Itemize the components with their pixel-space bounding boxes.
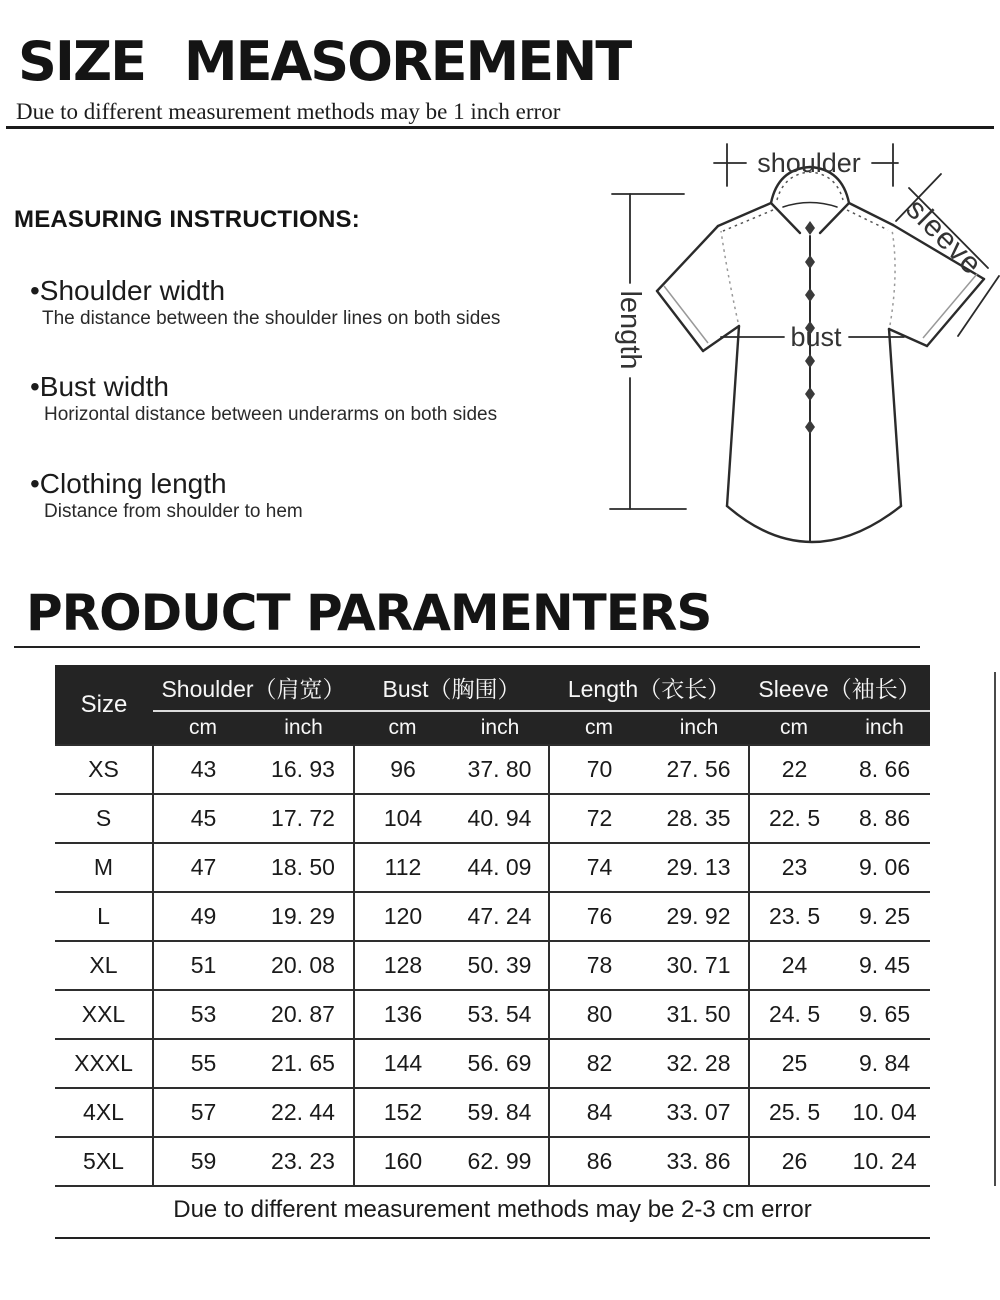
table-cell: 33. 07 (649, 1088, 749, 1137)
instruction-desc-length: Distance from shoulder to hem (44, 501, 303, 522)
size-cell: 5XL (55, 1137, 153, 1186)
unit-header: cm (153, 711, 253, 745)
label-length: length (614, 290, 646, 370)
size-cell: S (55, 794, 153, 843)
table-cell: 26 (749, 1137, 839, 1186)
table-cell: 40. 94 (451, 794, 549, 843)
table-cell: 49 (153, 892, 253, 941)
table-row (55, 990, 930, 1039)
table-cell: 86 (549, 1137, 649, 1186)
table-cell: 76 (549, 892, 649, 941)
table-cell: 23. 23 (253, 1137, 354, 1186)
page-title: SIZE MEASOREMENT (18, 30, 631, 93)
table-cell: 32. 28 (649, 1039, 749, 1088)
table-cell: 82 (549, 1039, 649, 1088)
table-cell: 16. 93 (253, 745, 354, 794)
table-cell: 30. 71 (649, 941, 749, 990)
page-subtitle: Due to different measurement methods may be 1 inch error (16, 99, 561, 124)
table-cell: 50. 39 (451, 941, 549, 990)
table-cell: 29. 13 (649, 843, 749, 892)
table-cell: 19. 29 (253, 892, 354, 941)
table-cell: 33. 86 (649, 1137, 749, 1186)
size-cell: XS (55, 745, 153, 794)
header-divider (6, 126, 994, 129)
label-shoulder: shoulder (757, 148, 861, 178)
table-cell: 9. 84 (839, 1039, 930, 1088)
table-cell: 18. 50 (253, 843, 354, 892)
table-cell: 51 (153, 941, 253, 990)
table-cell: 53. 54 (451, 990, 549, 1039)
size-cell: M (55, 843, 153, 892)
table-group-header-row (55, 665, 930, 711)
table-cell: 20. 08 (253, 941, 354, 990)
table-cell: 160 (354, 1137, 451, 1186)
product-parameters-heading: PRODUCT PARAMENTERS (26, 584, 712, 642)
table-cell: 25. 5 (749, 1088, 839, 1137)
table-cell: 8. 86 (839, 794, 930, 843)
table-cell: 84 (549, 1088, 649, 1137)
instruction-term-bust: •Bust width (30, 371, 169, 402)
bottom-divider (55, 1237, 930, 1239)
label-sleeve: sleeve (899, 192, 989, 282)
table-cell: 144 (354, 1039, 451, 1088)
table-cell: 23. 5 (749, 892, 839, 941)
instruction-desc-bust: Horizontal distance between underarms on both sides (44, 404, 498, 425)
table-cell: 70 (549, 745, 649, 794)
table-cell: 22. 44 (253, 1088, 354, 1137)
unit-header: inch (253, 711, 354, 745)
column-header-sleeve: Sleeve（袖长） (749, 665, 930, 711)
table-cell: 128 (354, 941, 451, 990)
column-header-bust: Bust（胸围） (354, 665, 549, 711)
table-cell: 8. 66 (839, 745, 930, 794)
table-cell: 44. 09 (451, 843, 549, 892)
table-cell: 24. 5 (749, 990, 839, 1039)
size-cell: XL (55, 941, 153, 990)
table-cell: 47. 24 (451, 892, 549, 941)
table-cell: 37. 80 (451, 745, 549, 794)
table-cell: 55 (153, 1039, 253, 1088)
table-cell: 104 (354, 794, 451, 843)
table-cell: 59 (153, 1137, 253, 1186)
size-cell: XXL (55, 990, 153, 1039)
column-header-shoulder: Shoulder（肩宽） (153, 665, 354, 711)
table-cell: 78 (549, 941, 649, 990)
table-cell: 120 (354, 892, 451, 941)
table-cell: 9. 25 (839, 892, 930, 941)
table-cell: 22. 5 (749, 794, 839, 843)
shirt-stitching (664, 172, 977, 343)
table-cell: 24 (749, 941, 839, 990)
table-cell: 20. 87 (253, 990, 354, 1039)
unit-header: cm (749, 711, 839, 745)
size-cell: XXXL (55, 1039, 153, 1088)
table-cell: 59. 84 (451, 1088, 549, 1137)
measuring-instructions-heading: MEASURING INSTRUCTIONS: (14, 206, 360, 233)
table-unit-header-row (55, 711, 930, 745)
table-cell: 112 (354, 843, 451, 892)
table-cell: 31. 50 (649, 990, 749, 1039)
table-cell: 47 (153, 843, 253, 892)
table-cell: 53 (153, 990, 253, 1039)
size-table (55, 665, 930, 1187)
table-cell: 45 (153, 794, 253, 843)
table-cell: 21. 65 (253, 1039, 354, 1088)
table-cell: 43 (153, 745, 253, 794)
table-row (55, 1088, 930, 1137)
size-cell: 4XL (55, 1088, 153, 1137)
table-cell: 29. 92 (649, 892, 749, 941)
table-cell: 10. 04 (839, 1088, 930, 1137)
table-right-edge-line (994, 672, 996, 1186)
table-cell: 62. 99 (451, 1137, 549, 1186)
table-cell: 25 (749, 1039, 839, 1088)
size-cell: L (55, 892, 153, 941)
table-row (55, 745, 930, 794)
table-cell: 9. 65 (839, 990, 930, 1039)
label-bust: bust (790, 322, 842, 352)
table-row (55, 794, 930, 843)
table-row (55, 941, 930, 990)
table-cell: 57 (153, 1088, 253, 1137)
table-cell: 80 (549, 990, 649, 1039)
table-cell: 22 (749, 745, 839, 794)
unit-header: inch (649, 711, 749, 745)
unit-header: cm (354, 711, 451, 745)
unit-header: inch (451, 711, 549, 745)
column-header-size: Size (55, 665, 153, 745)
table-row (55, 892, 930, 941)
table-cell: 152 (354, 1088, 451, 1137)
table-cell: 28. 35 (649, 794, 749, 843)
unit-header: cm (549, 711, 649, 745)
instruction-desc-shoulder: The distance between the shoulder lines on both sides (42, 308, 501, 329)
table-cell: 17. 72 (253, 794, 354, 843)
table-cell: 9. 45 (839, 941, 930, 990)
table-cell: 56. 69 (451, 1039, 549, 1088)
table-row (55, 843, 930, 892)
table-cell: 96 (354, 745, 451, 794)
table-row (55, 1039, 930, 1088)
table-cell: 23 (749, 843, 839, 892)
table-cell: 74 (549, 843, 649, 892)
table-cell: 136 (354, 990, 451, 1039)
table-row (55, 1137, 930, 1186)
product-parameters-divider (14, 646, 920, 648)
unit-header: inch (839, 711, 930, 745)
instruction-term-length: •Clothing length (30, 468, 227, 499)
table-cell: 72 (549, 794, 649, 843)
table-cell: 27. 56 (649, 745, 749, 794)
instruction-term-shoulder: •Shoulder width (30, 275, 226, 306)
column-header-length: Length（衣长） (549, 665, 749, 711)
table-cell: 9. 06 (839, 843, 930, 892)
table-cell: 10. 24 (839, 1137, 930, 1186)
shirt-measurement-diagram (588, 130, 1000, 552)
table-note: Due to different measurement methods may be 2-3 cm error (173, 1196, 812, 1223)
